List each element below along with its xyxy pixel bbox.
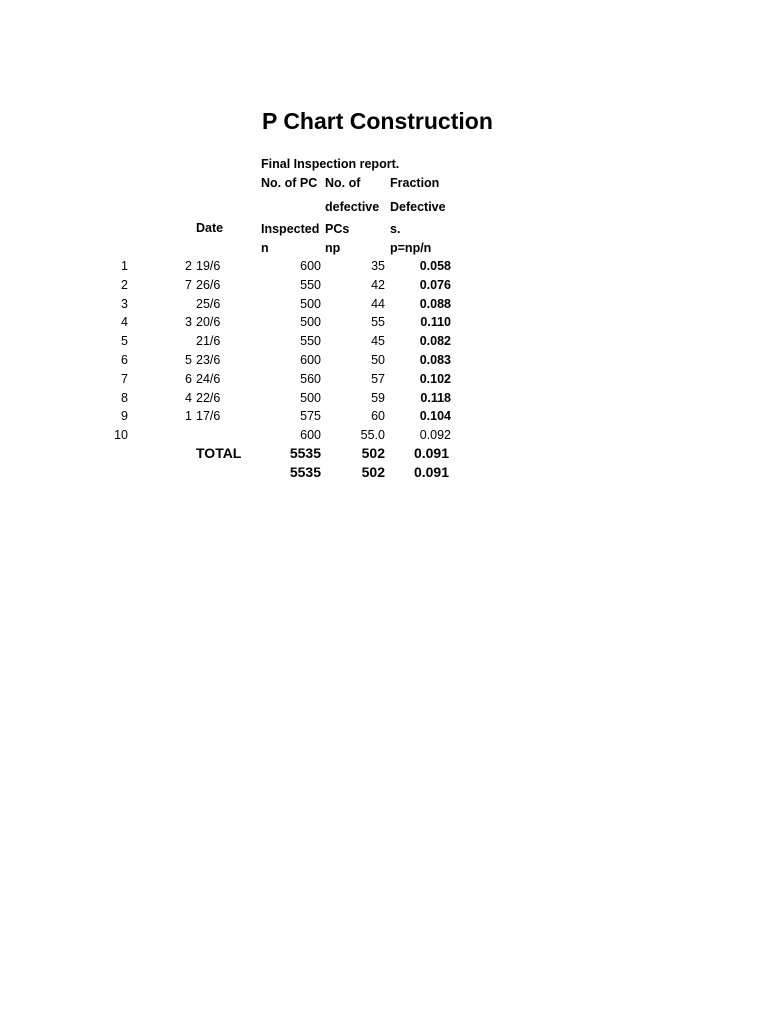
total-inspected: 5535 xyxy=(289,445,321,461)
row-fraction: 0.104 xyxy=(419,409,451,424)
row-inspected: 500 xyxy=(300,296,321,311)
row-inspected: 500 xyxy=(300,390,321,405)
row-defective: 45 xyxy=(371,334,385,349)
row-defective: 50 xyxy=(371,353,385,367)
row-date: 17/6 xyxy=(196,409,221,424)
header-n-line1: No. of PC xyxy=(261,176,318,190)
row-number: 7 xyxy=(121,371,128,386)
header-p-line3: s. xyxy=(390,222,401,236)
row-inspected: 600 xyxy=(300,353,321,367)
row-defective: 35 xyxy=(371,259,385,273)
row-fraction: 0.082 xyxy=(419,334,451,349)
header-n-line3: n xyxy=(261,241,269,255)
row-rank: 1 xyxy=(185,409,192,424)
row-defective: 55 xyxy=(371,315,385,330)
report-label: Final Inspection report. xyxy=(261,157,400,171)
row-fraction: 0.118 xyxy=(420,390,451,405)
row-number: 4 xyxy=(121,315,128,330)
header-p-line4: p=np/n xyxy=(390,241,432,255)
header-np-line3: PCs xyxy=(325,222,350,236)
row-defective: 59 xyxy=(371,390,385,405)
total-fraction: 0.091 xyxy=(413,464,449,480)
row-rank: 3 xyxy=(185,315,192,330)
row-number: 9 xyxy=(121,409,128,424)
row-fraction: 0.088 xyxy=(419,296,451,311)
row-defective: 57 xyxy=(371,371,385,386)
row-inspected: 550 xyxy=(300,334,321,349)
header-date: Date xyxy=(196,221,224,235)
row-number: 6 xyxy=(121,353,128,367)
row-fraction: 0.058 xyxy=(419,259,451,273)
row-fraction: 0.076 xyxy=(419,277,451,292)
header-np-line1: No. of xyxy=(325,176,361,190)
row-number: 2 xyxy=(121,277,128,292)
row-date: 26/6 xyxy=(196,277,221,292)
row-rank: 6 xyxy=(185,371,192,386)
row-date: 21/6 xyxy=(196,334,221,349)
row-rank: 4 xyxy=(185,390,192,405)
total-inspected: 5535 xyxy=(289,464,321,480)
row-date: 25/6 xyxy=(196,296,221,311)
row-date: 23/6 xyxy=(196,353,221,367)
row-inspected: 600 xyxy=(300,259,321,273)
row-number: 8 xyxy=(121,390,128,405)
row-fraction: 0.092 xyxy=(419,428,451,443)
header-n-line2: Inspected xyxy=(261,222,320,236)
row-defective: 55.0 xyxy=(360,428,385,443)
row-inspected: 575 xyxy=(300,409,321,424)
total-defective: 502 xyxy=(361,464,385,480)
row-defective: 42 xyxy=(371,277,385,292)
row-rank: 7 xyxy=(185,277,192,292)
row-number: 5 xyxy=(121,334,128,349)
total-fraction: 0.091 xyxy=(413,445,449,461)
row-rank: 2 xyxy=(185,259,192,273)
header-p-line2: Defective xyxy=(390,200,446,214)
row-date: 19/6 xyxy=(196,259,221,273)
header-np-line4: np xyxy=(325,241,341,255)
row-inspected: 550 xyxy=(300,277,321,292)
row-fraction: 0.110 xyxy=(420,315,451,330)
header-p-line1: Fraction xyxy=(390,176,440,190)
header-np-line2: defective xyxy=(325,200,380,214)
page-title: P Chart Construction xyxy=(262,108,493,134)
row-rank: 5 xyxy=(185,353,192,367)
row-date: 24/6 xyxy=(196,371,221,386)
row-inspected: 560 xyxy=(300,371,321,386)
row-inspected: 600 xyxy=(300,428,321,443)
row-number: 10 xyxy=(114,428,128,443)
total-label: TOTAL xyxy=(196,445,242,461)
row-defective: 60 xyxy=(371,409,385,424)
total-defective: 502 xyxy=(361,445,385,461)
row-number: 3 xyxy=(121,296,128,311)
row-fraction: 0.083 xyxy=(419,353,451,367)
row-number: 1 xyxy=(121,259,128,273)
row-inspected: 500 xyxy=(300,315,321,330)
row-date: 20/6 xyxy=(196,315,221,330)
row-fraction: 0.102 xyxy=(419,371,451,386)
row-date: 22/6 xyxy=(196,390,221,405)
row-defective: 44 xyxy=(371,296,385,311)
